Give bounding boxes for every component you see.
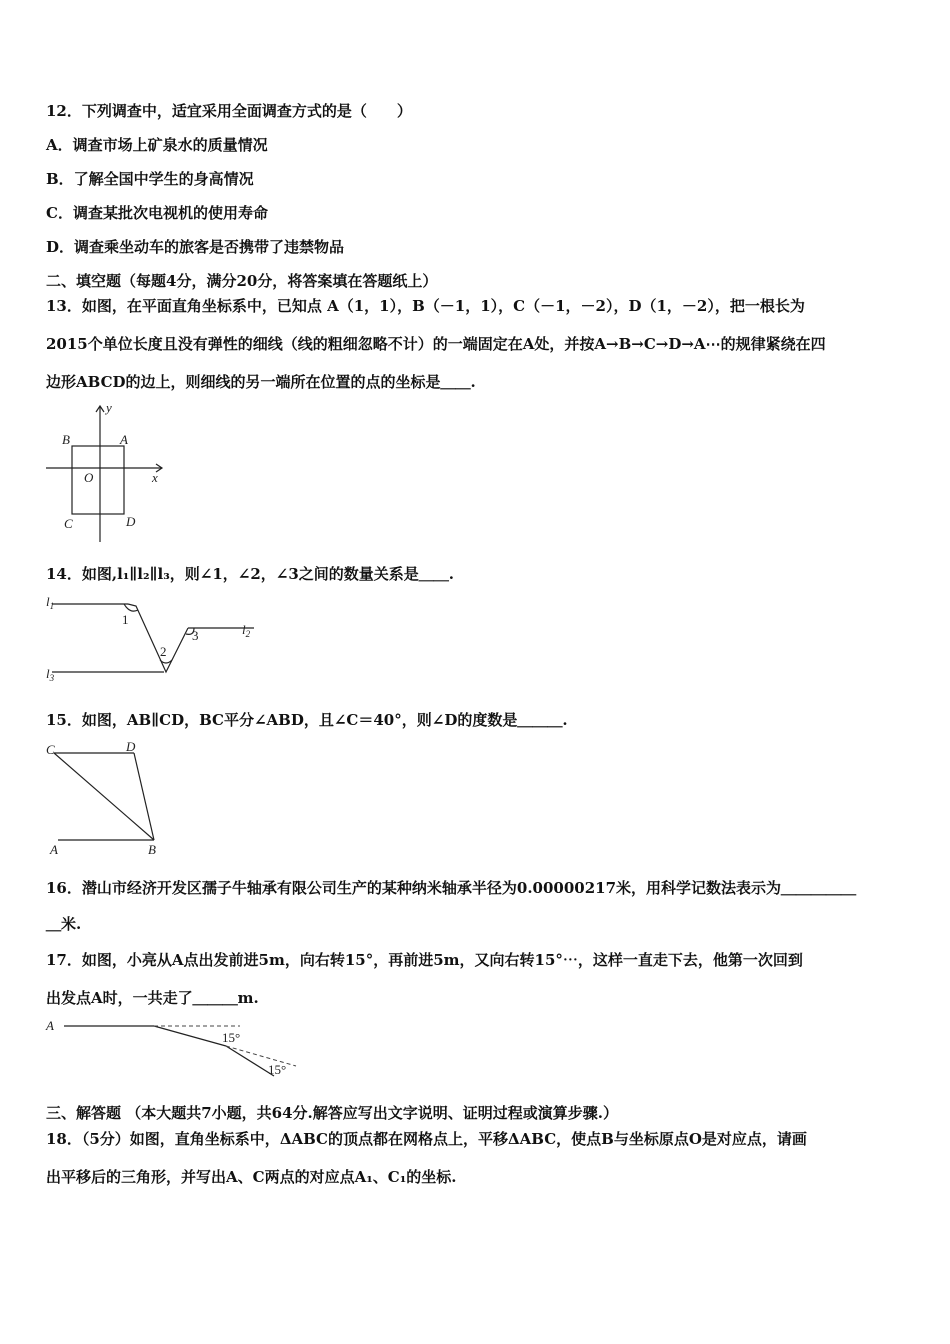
l3-label: $l_3$ — [46, 666, 55, 683]
angle-label-2: 15° — [268, 1062, 287, 1077]
q17-line2: 出发点A时，一共走了＿＿＿m. — [46, 989, 259, 1007]
q13-figure — [44, 400, 174, 545]
quadrilateral-abcd — [72, 446, 124, 514]
y-label: y — [106, 400, 112, 415]
angle-3-label: 3 — [192, 628, 199, 643]
point-d-label: D — [126, 514, 136, 529]
q13-line1: 13．如图，在平面直角坐标系中，已知点 A（1，1），B（－1，1），C（－1，－2），D（1，－2），把一根长为 — [46, 297, 805, 315]
l1-label: $l_1$ — [46, 594, 55, 611]
x-label: x — [152, 470, 158, 485]
angle-1-label: 1 — [122, 612, 129, 627]
angle-label-1: 15° — [222, 1030, 241, 1045]
section2-heading: 二、填空题（每题4分，满分20分，将答案填在答题纸上） — [46, 272, 438, 290]
q18-line1: 18．（5分）如图，直角坐标系中，ΔABC的顶点都在网格点上，平移ΔABC，使点B与坐标原点O是对应点，请画 — [46, 1130, 807, 1148]
q12-option-c: C．调查某批次电视机的使用寿命 — [46, 204, 268, 222]
q13-line3: 边形ABCD的边上，则细线的另一端所在位置的点的坐标是＿＿. — [46, 373, 476, 391]
point-b-label: B — [62, 432, 70, 447]
zigzag-path — [128, 604, 188, 672]
q12-option-b: B．了解全国中学生的身高情况 — [46, 170, 254, 188]
q16-line1: 16．潜山市经济开发区孺子牛轴承有限公司生产的某种纳米轴承半径为0.00000217米，用科学记数法表示为＿＿＿＿＿ — [46, 879, 857, 897]
point-c-label: C — [64, 516, 73, 531]
angle-2-label: 2 — [160, 644, 167, 659]
q12-option-a: A．调查市场上矿泉水的质量情况 — [46, 136, 268, 154]
l2-label: $l_2$ — [242, 622, 251, 639]
q13-line2: 2015个单位长度且没有弹性的细线（线的粗细忽略不计）的一端固定在A处，并按A→B→C→D→A⋯的规律紧绕在四 — [46, 335, 826, 353]
q17-line1: 17．如图，小亮从A点出发前进5m，向右转15°，再前进5m，又向右转15°⋯，这样一直走下去，他第一次回到 — [46, 951, 803, 969]
q12-stem: 12．下列调查中，适宜采用全面调查方式的是（ ） — [46, 102, 412, 120]
q15-figure — [44, 738, 174, 860]
section3-heading: 三、解答题 （本大题共7小题，共64分.解答应写出文字说明、证明过程或演算步骤.） — [46, 1104, 618, 1122]
q14-figure — [44, 594, 264, 686]
q18-line2: 出平移后的三角形，并写出A、C两点的对应点A₁、C₁的坐标. — [46, 1168, 457, 1186]
point-c-label: C — [46, 742, 55, 757]
point-b-label: B — [148, 842, 156, 857]
point-a-label: A — [120, 432, 128, 447]
q15-stem: 15．如图，AB∥CD，BC平分∠ABD，且∠C＝40°，则∠D的度数是＿＿＿. — [46, 711, 568, 729]
point-d-label: D — [126, 739, 136, 754]
point-a-label: A — [46, 1018, 54, 1033]
walk-segment-2 — [154, 1026, 226, 1046]
point-a-label: A — [50, 842, 58, 857]
segment-db — [134, 753, 154, 840]
walk-segment-3 — [226, 1046, 274, 1076]
q16-line2: ＿米. — [46, 915, 82, 933]
q17-figure — [44, 1014, 304, 1086]
q12-option-d: D．调查乘坐动车的旅客是否携带了违禁物品 — [46, 238, 345, 256]
origin-label: O — [84, 470, 94, 485]
segment-cb — [54, 753, 154, 840]
q14-stem: 14．如图,l₁∥l₂∥l₃，则∠1，∠2，∠3之间的数量关系是＿＿. — [46, 565, 455, 583]
